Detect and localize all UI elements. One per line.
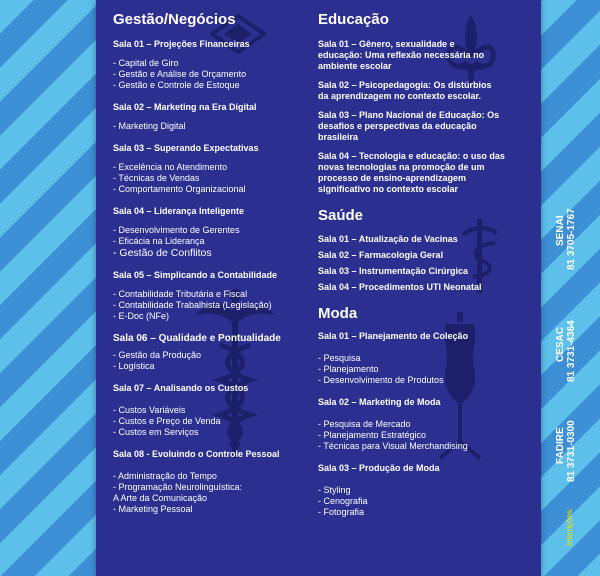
fadire-phone: 81 3731-0300 <box>566 420 577 482</box>
list-item: - Eficácia na Liderança <box>113 236 205 246</box>
list-item: - Planejamento Estratégico <box>318 430 427 440</box>
right-column <box>318 0 533 518</box>
list-item: - Custos Variáveis <box>113 405 186 415</box>
list-item: - Gestão e Controle de Estoque <box>113 80 240 90</box>
list-item: - Técnicas para Visual Merchandising <box>318 441 468 451</box>
list-item: - Custos e Preço de Venda <box>113 416 221 426</box>
gestao-negocios-column <box>113 0 313 515</box>
moda-title: Moda <box>318 305 358 322</box>
gestao-title: Gestão/Negócios <box>113 11 236 28</box>
list-item: - Desenvolvimento de Produtos <box>318 375 444 385</box>
list-item: - Contabilidade Trabalhista (Legislação) <box>113 300 272 310</box>
gestao-sala-01: Sala 01 – Projeções Financeiras <box>113 39 250 49</box>
gestao-sala-06: Sala 06 – Qualidade e Pontualidade <box>113 333 281 344</box>
educacao-sala-04: Sala 04 – Tecnologia e educação: o uso das novas tecnologias na promoção de um processo de ensino-aprendizagem significativo no contexto escolar <box>318 151 505 194</box>
gestao-sala-07: Sala 07 – Analisando os Custos <box>113 383 249 393</box>
gestao-sala-04: Sala 04 – Liderança Inteligente <box>113 206 245 216</box>
list-item: - Programação Neurolinguística: <box>113 482 243 492</box>
contact-cesac <box>555 320 577 382</box>
list-item: - Pesquisa <box>318 353 361 363</box>
gestao-sala-03: Sala 03 – Superando Expectativas <box>113 143 259 153</box>
list-item: - Marketing Digital <box>113 121 186 131</box>
saude-sala-03: Sala 03 – Instrumentação Cirúrgica <box>318 266 469 276</box>
saude-sala-01: Sala 01 – Atualização de Vacinas <box>318 234 458 244</box>
list-item: - Pesquisa de Mercado <box>318 419 411 429</box>
gestao-sala-05: Sala 05 – Simplicando a Contabilidade <box>113 270 278 280</box>
inscricoes-label: Inscrições: <box>565 507 574 546</box>
contact-fadire <box>555 420 577 482</box>
cesac-phone: 81 3731-4364 <box>566 320 577 382</box>
list-item: - Técnicas de Vendas <box>113 173 200 183</box>
educacao-sala-01: Sala 01 – Gênero, sexualidade e educação: Uma reflexão necessária no ambiente escolar <box>318 39 485 71</box>
educacao-title: Educação <box>318 11 389 28</box>
gestao-sala-02: Sala 02 – Marketing na Era Digital <box>113 102 257 112</box>
moda-sala-03: Sala 03 – Produção de Moda <box>318 463 440 473</box>
cesac-name: CESAC <box>555 326 566 362</box>
saude-title: Saúde <box>318 207 364 224</box>
list-item: - Gestão da Produção <box>113 350 202 360</box>
list-item: - Administração do Tempo <box>113 471 217 481</box>
educacao-sala-02: Sala 02 – Psicopedagogia: Os distúrbios da aprendizagem no contexto escolar. <box>318 80 492 101</box>
list-item: - Cenografia <box>318 496 368 506</box>
list-item: - Desenvolvimento de Gerentes <box>113 225 240 235</box>
moda-sala-01: Sala 01 – Planejamento de Coleção <box>318 331 469 341</box>
list-item: - Logística <box>113 361 155 371</box>
list-item: - Comportamento Organizacional <box>113 184 246 194</box>
list-item: - Fotografia <box>318 507 365 517</box>
senai-name: SENAI <box>555 215 566 246</box>
educacao-sala-03: Sala 03 – Plano Nacional de Educação: Os desafios e perspectivas da educação brasileira <box>318 110 500 142</box>
list-item: - Planejamento <box>318 364 379 374</box>
list-item: - Marketing Pessoal <box>113 504 193 514</box>
list-item: A Arte da Comunicação <box>113 493 208 503</box>
list-item: - Gestão e Análise de Orçamento <box>113 69 247 79</box>
gestao-sala-08: Sala 08 - Evoluindo o Controle Pessoal <box>113 449 280 459</box>
contact-senai <box>555 208 577 270</box>
list-item: - Capital de Giro <box>113 58 179 68</box>
list-item: - E-Doc (NFe) <box>113 311 169 321</box>
senai-phone: 81 3705-1767 <box>566 208 577 270</box>
saude-sala-04: Sala 04 – Procedimentos UTI Neonatal <box>318 282 482 292</box>
list-item: - Excelência no Atendimento <box>113 162 228 172</box>
list-item: - Gestão de Conflitos <box>113 247 212 259</box>
list-item: - Styling <box>318 485 351 495</box>
contacts-sidebar <box>541 0 600 576</box>
moda-sala-02: Sala 02 – Marketing de Moda <box>318 397 441 407</box>
fadire-name: FADIRE <box>555 427 566 464</box>
list-item: - Custos em Serviços <box>113 427 199 437</box>
saude-sala-02: Sala 02 – Farmacologia Geral <box>318 250 444 260</box>
list-item: - Contabilidade Tributária e Fiscal <box>113 289 248 299</box>
